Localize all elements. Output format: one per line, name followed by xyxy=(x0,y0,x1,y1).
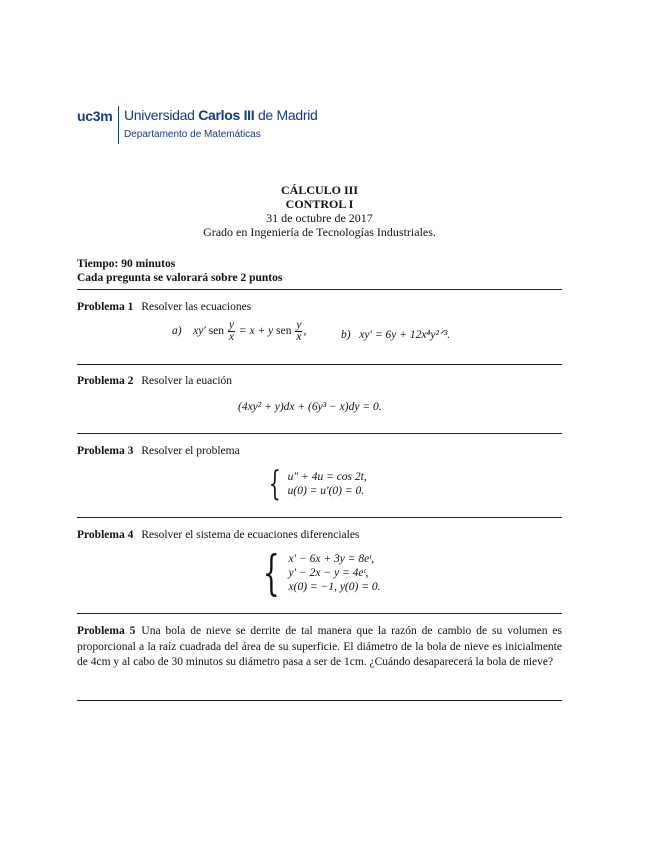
problem-label: Problema 3 xyxy=(77,445,134,457)
brace-icon: { xyxy=(268,464,281,504)
problem-statement: Resolver la euación xyxy=(141,375,233,387)
problem-1-header xyxy=(77,300,251,315)
problem-statement: Resolver el problema xyxy=(141,445,240,457)
problem-2-header xyxy=(77,374,232,389)
time-limit: Tiempo: 90 minutos xyxy=(77,258,176,270)
problem-label: Problema 4 xyxy=(77,529,134,541)
problem-statement: Resolver las ecuaciones xyxy=(141,301,252,313)
problem-2-equation: (4xy² + y)dx + (6y³ − x)dy = 0. xyxy=(238,401,382,413)
exam-date: 31 de octubre de 2017 xyxy=(266,211,373,225)
exam-title-block xyxy=(77,183,562,239)
course-title: CÁLCULO III xyxy=(280,183,358,197)
divider xyxy=(77,517,562,518)
university-name: Universidad Carlos III de Madrid xyxy=(124,107,318,123)
problem-1-equation-b: b) xy′ = 6y + 12x⁴y²ᐟ³. xyxy=(341,329,451,341)
problem-4-system xyxy=(256,545,381,601)
system-line: y′ − 2x − y = 4eᵗ, xyxy=(288,567,369,579)
divider xyxy=(77,364,562,365)
problem-statement: Una bola de nieve se derrite de tal manera que la razón de cambio de su volumen es proporcional a la raíz cuadrada del área de su superficie. El diámetro de la bola de nieve es inicialmente de 4cm y al cabo de 30 minutos su diámetro pasa a ser de 1cm. ¿Cuándo desaparecerá la bola de nieve? xyxy=(77,625,562,668)
exam-meta xyxy=(77,257,282,285)
divider xyxy=(77,613,562,614)
degree-name: Grado en Ingeniería de Tecnologías Industriales. xyxy=(203,225,436,239)
system-line: u(0) = u′(0) = 0. xyxy=(287,485,365,497)
scoring-note: Cada pregunta se valorará sobre 2 puntos xyxy=(77,272,283,284)
problem-label: Problema 2 xyxy=(77,375,134,387)
problem-1-equation-a: a) xy′ sen $\frac{y}{x}$ = x + y sen $\frac{y}{x}$ , xyxy=(172,319,307,343)
problem-label: Problema 5 xyxy=(77,625,136,637)
problem-3-header xyxy=(77,444,240,459)
exam-title: CONTROL I xyxy=(285,197,354,211)
problem-statement: Resolver el sistema de ecuaciones diferenciales xyxy=(141,529,360,541)
problem-3-system xyxy=(264,464,367,504)
system-line: x(0) = −1, y(0) = 0. xyxy=(288,581,381,593)
divider xyxy=(77,700,562,701)
problem-label: Problema 1 xyxy=(77,301,134,313)
logo-divider xyxy=(118,106,119,144)
problem-5 xyxy=(77,624,562,671)
department-name: Departamento de Matemáticas xyxy=(124,129,261,140)
system-line: x′ − 6x + 3y = 8eᵗ, xyxy=(288,553,375,565)
system-line: u″ + 4u = cos 2t, xyxy=(287,471,367,483)
divider xyxy=(77,433,562,434)
brace-icon: { xyxy=(262,545,280,601)
divider xyxy=(77,289,562,290)
problem-4-header xyxy=(77,528,359,543)
logo-short: uc3m xyxy=(77,108,113,124)
